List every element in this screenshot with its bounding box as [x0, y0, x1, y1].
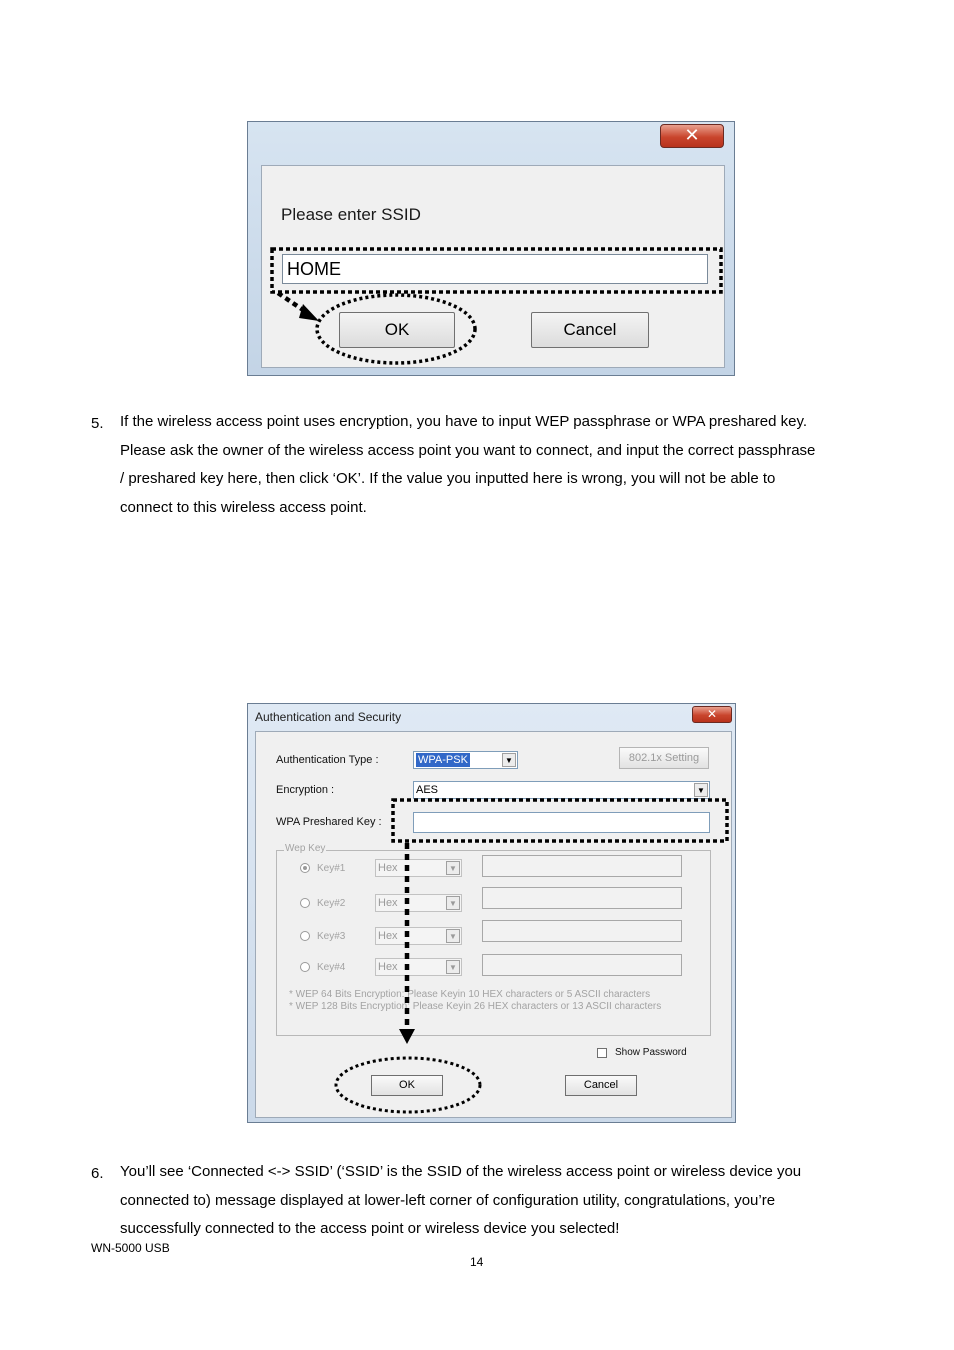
key-label: Key#2	[317, 898, 346, 909]
chevron-down-icon: ▼	[446, 861, 460, 875]
step-5-line: / preshared key here, then click ‘OK’. If the value you inputted here is wrong, you will not be able to	[120, 470, 776, 488]
step-5-line: connect to this wireless access point.	[120, 499, 367, 517]
ok-button[interactable]: OK	[371, 1075, 443, 1096]
chevron-down-icon: ▼	[502, 753, 516, 767]
encryption-value: AES	[416, 784, 439, 796]
close-button[interactable]: ✕	[692, 706, 732, 723]
step-6-line: You’ll see ‘Connected <-> SSID’ (‘SSID’ is the SSID of the wireless access point or wireless device you	[120, 1163, 802, 1180]
step-5-line: Please ask the owner of the wireless access point you want to connect, and input the correct passphrase	[120, 441, 816, 459]
step-6-number: 6.	[91, 1165, 104, 1182]
wep-128-note: * WEP 128 Bits Encryption: Please Keyin 26 HEX characters or 13 ASCII characters	[289, 1001, 662, 1012]
auth-annotation-overlay	[247, 703, 736, 1123]
ssid-input[interactable]: HOME	[282, 254, 708, 284]
dialog-title: Authentication and Security	[255, 710, 402, 724]
key-format-value: Hex	[378, 897, 398, 909]
wpa-key-label: WPA Preshared Key :	[276, 816, 382, 828]
auth-type-value: WPA-PSK	[418, 754, 468, 766]
cancel-button[interactable]: Cancel	[531, 312, 649, 348]
key-format-value: Hex	[378, 961, 398, 973]
key-format-value: Hex	[378, 930, 398, 942]
encryption-label: Encryption :	[276, 784, 335, 796]
step-6-line: connected to) message displayed at lower-left corner of configuration utility, congratulations, you’re	[120, 1191, 776, 1209]
key-format-value: Hex	[378, 862, 398, 874]
step-6-line: successfully connected to the access point or wireless device you selected!	[120, 1220, 620, 1238]
wep-key-group-title: Wep Key	[285, 843, 326, 854]
show-password-label: Show Password	[615, 1047, 687, 1058]
footer-model: WN-5000 USB	[91, 1241, 170, 1255]
ok-button[interactable]: OK	[339, 312, 455, 348]
step-6-paragraph	[120, 1158, 801, 1244]
step-5-line: If the wireless access point uses encryption, you have to input WEP passphrase or WPA preshared key.	[120, 413, 808, 430]
chevron-down-icon: ▼	[446, 896, 460, 910]
key-label: Key#4	[317, 962, 346, 973]
chevron-down-icon: ▼	[446, 929, 460, 943]
cancel-button[interactable]: Cancel	[565, 1075, 637, 1096]
key-label: Key#3	[317, 931, 346, 942]
chevron-down-icon: ▼	[694, 783, 708, 797]
step-5-number: 5.	[91, 415, 104, 432]
page-number: 14	[470, 1255, 484, 1269]
close-button[interactable]: ✕	[660, 124, 724, 148]
wep-64-note: * WEP 64 Bits Encryption: Please Keyin 10 HEX characters or 5 ASCII characters	[289, 989, 651, 1000]
key-label: Key#1	[317, 863, 346, 874]
step-5-paragraph	[120, 408, 815, 523]
ssid-annotation-overlay	[247, 121, 735, 376]
ssid-prompt: Please enter SSID	[281, 205, 421, 224]
chevron-down-icon: ▼	[446, 960, 460, 974]
802-1x-setting-button[interactable]: 802.1x Setting	[619, 747, 709, 769]
auth-type-label: Authentication Type :	[276, 754, 379, 766]
